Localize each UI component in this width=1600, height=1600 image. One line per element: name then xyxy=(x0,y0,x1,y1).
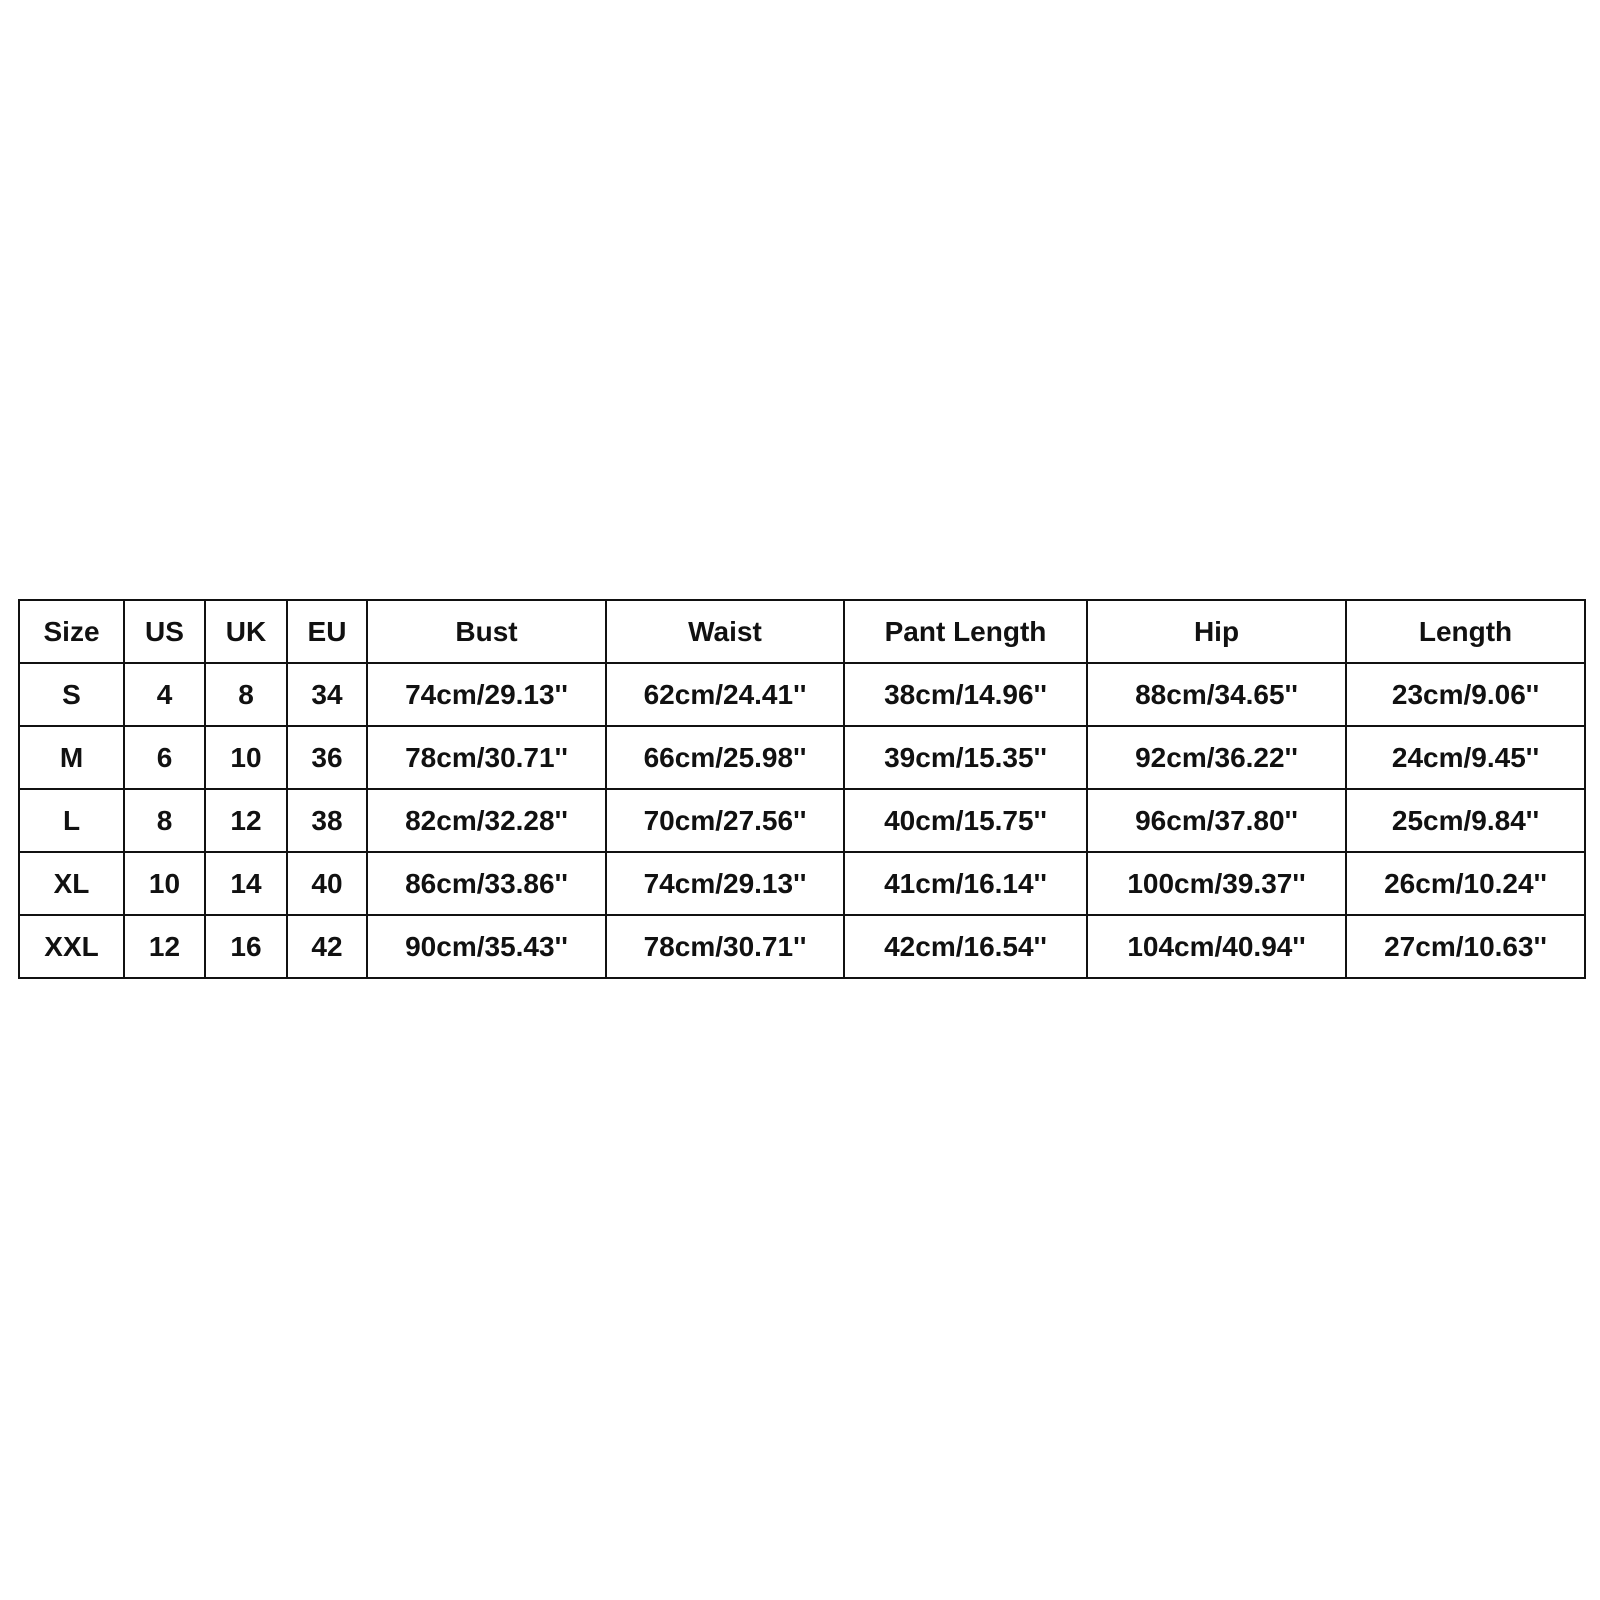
header-length: Length xyxy=(1346,600,1585,663)
cell-bust: 78cm/30.71'' xyxy=(367,726,606,789)
cell-size: XXL xyxy=(19,915,124,978)
cell-pant-length: 38cm/14.96'' xyxy=(844,663,1087,726)
cell-bust: 90cm/35.43'' xyxy=(367,915,606,978)
header-bust: Bust xyxy=(367,600,606,663)
cell-us: 6 xyxy=(124,726,205,789)
table-row xyxy=(19,915,1585,978)
cell-eu: 40 xyxy=(287,852,367,915)
cell-pant-length: 41cm/16.14'' xyxy=(844,852,1087,915)
cell-uk: 16 xyxy=(205,915,287,978)
header-us: US xyxy=(124,600,205,663)
cell-us: 10 xyxy=(124,852,205,915)
cell-hip: 104cm/40.94'' xyxy=(1087,915,1346,978)
cell-bust: 86cm/33.86'' xyxy=(367,852,606,915)
cell-length: 25cm/9.84'' xyxy=(1346,789,1585,852)
cell-eu: 38 xyxy=(287,789,367,852)
header-hip: Hip xyxy=(1087,600,1346,663)
cell-size: M xyxy=(19,726,124,789)
cell-pant-length: 40cm/15.75'' xyxy=(844,789,1087,852)
cell-us: 8 xyxy=(124,789,205,852)
cell-waist: 78cm/30.71'' xyxy=(606,915,844,978)
cell-uk: 10 xyxy=(205,726,287,789)
cell-hip: 96cm/37.80'' xyxy=(1087,789,1346,852)
cell-pant-length: 39cm/15.35'' xyxy=(844,726,1087,789)
cell-uk: 8 xyxy=(205,663,287,726)
cell-length: 24cm/9.45'' xyxy=(1346,726,1585,789)
cell-size: L xyxy=(19,789,124,852)
cell-hip: 100cm/39.37'' xyxy=(1087,852,1346,915)
header-pant-length: Pant Length xyxy=(844,600,1087,663)
header-waist: Waist xyxy=(606,600,844,663)
size-chart-table xyxy=(18,599,1586,979)
cell-waist: 70cm/27.56'' xyxy=(606,789,844,852)
cell-waist: 62cm/24.41'' xyxy=(606,663,844,726)
cell-bust: 82cm/32.28'' xyxy=(367,789,606,852)
header-uk: UK xyxy=(205,600,287,663)
table-row xyxy=(19,789,1585,852)
header-row xyxy=(19,600,1585,663)
cell-uk: 14 xyxy=(205,852,287,915)
cell-us: 12 xyxy=(124,915,205,978)
cell-eu: 42 xyxy=(287,915,367,978)
cell-length: 26cm/10.24'' xyxy=(1346,852,1585,915)
cell-uk: 12 xyxy=(205,789,287,852)
cell-waist: 74cm/29.13'' xyxy=(606,852,844,915)
cell-size: XL xyxy=(19,852,124,915)
cell-hip: 88cm/34.65'' xyxy=(1087,663,1346,726)
cell-eu: 36 xyxy=(287,726,367,789)
cell-length: 23cm/9.06'' xyxy=(1346,663,1585,726)
table-row xyxy=(19,852,1585,915)
cell-waist: 66cm/25.98'' xyxy=(606,726,844,789)
cell-us: 4 xyxy=(124,663,205,726)
header-size: Size xyxy=(19,600,124,663)
cell-length: 27cm/10.63'' xyxy=(1346,915,1585,978)
table-row xyxy=(19,663,1585,726)
cell-hip: 92cm/36.22'' xyxy=(1087,726,1346,789)
cell-size: S xyxy=(19,663,124,726)
table-row xyxy=(19,726,1585,789)
header-eu: EU xyxy=(287,600,367,663)
cell-pant-length: 42cm/16.54'' xyxy=(844,915,1087,978)
cell-bust: 74cm/29.13'' xyxy=(367,663,606,726)
cell-eu: 34 xyxy=(287,663,367,726)
